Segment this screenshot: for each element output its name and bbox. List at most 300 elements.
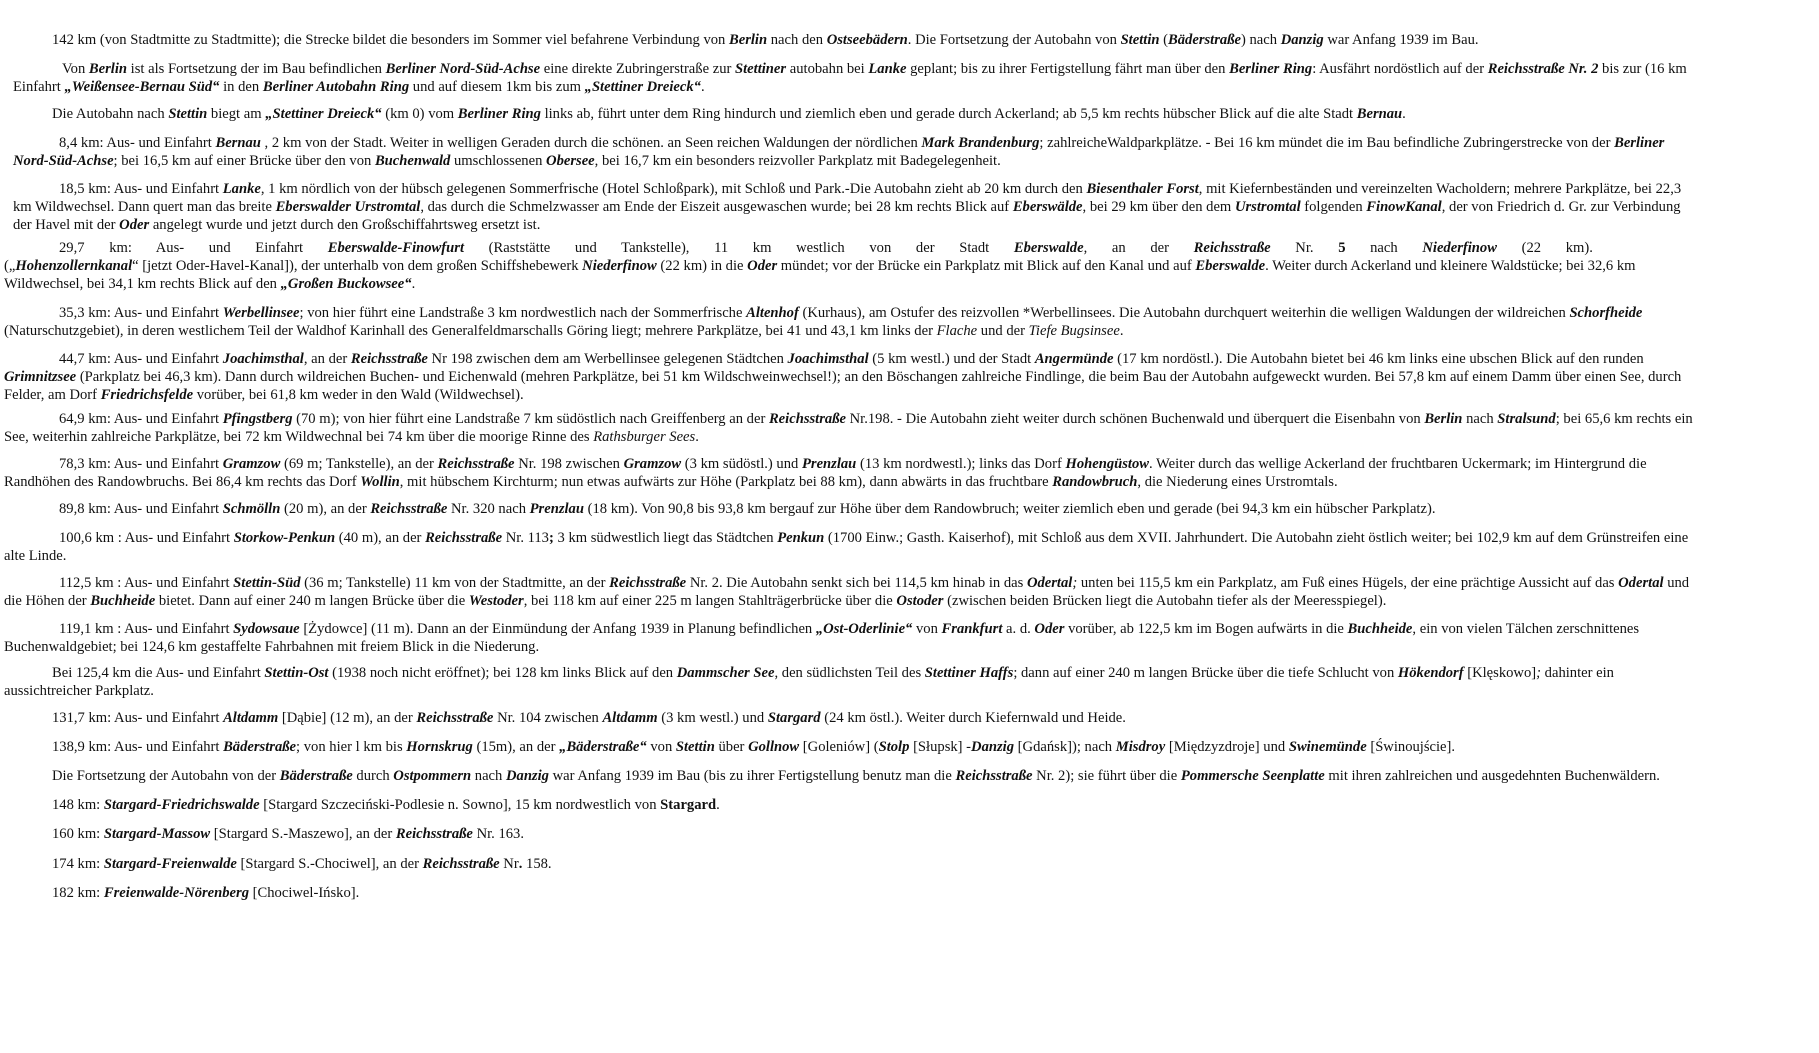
text-run: eine direkte Zubringerstraße zur — [540, 61, 735, 77]
text-line — [0, 574, 1819, 592]
text-run: 100,6 km : Aus- und Einfahrt — [59, 530, 234, 546]
text-run: Nr. 2); sie führt über die — [1032, 768, 1181, 784]
emphasis-bold-italic: Joachimsthal — [787, 351, 869, 367]
text-run: [Goleniów] ( — [799, 739, 879, 755]
text-run: , an der — [303, 351, 351, 367]
text-run: . Weiter durch das wellige Ackerland der fruchtbaren Uckermark; im Hintergrund die — [1149, 456, 1647, 472]
text-run: bietet. Dann auf einer 240 m langen Brücke über die — [155, 593, 469, 609]
text-line — [0, 473, 1819, 491]
paragraph-km-29-7-eberswalde — [0, 239, 1819, 293]
text-line — [0, 386, 1819, 404]
text-run: See, weiterhin zahlreiche Parkplätze, bei 72 km Wildwechnal bei 74 km über die moorige Rinne des — [4, 429, 594, 445]
text-run: (40 m), an der — [335, 530, 426, 546]
emphasis-bold-italic: Stettin-Süd — [233, 575, 301, 591]
text-run: unten bei 115,5 km ein Parkplatz, am Fuß eines Hügels, der eine prächtige Aussicht auf das — [1077, 575, 1619, 591]
emphasis-bold-italic: Altdamm — [602, 710, 658, 726]
text-run: Die Fortsetzung der Autobahn von der — [52, 768, 280, 784]
text-run: 35,3 km: Aus- und Einfahrt — [59, 305, 223, 321]
text-run: 3 km südwestlich liegt das Städtchen — [553, 530, 778, 546]
paragraph-km-125-4-stettin-ost — [0, 664, 1819, 700]
emphasis-bold-italic: Reichsstraße — [955, 768, 1033, 784]
paragraph-km-148 — [0, 796, 1819, 814]
text-line — [0, 198, 1819, 216]
text-line — [0, 638, 1819, 656]
emphasis-bold-italic: Gramzow — [222, 456, 281, 472]
emphasis-bold-italic: Berliner Nord-Süd-Achse — [385, 61, 541, 77]
emphasis-bold-italic: Misdroy — [1115, 739, 1166, 755]
text-run: (20 m), an der — [280, 501, 371, 517]
emphasis-bold-italic: Reichsstraße — [370, 501, 448, 517]
text-run: über — [714, 739, 749, 755]
emphasis-bold-italic: Reichsstraße — [437, 456, 515, 472]
emphasis-bold-italic: Reichsstraße Nr. 2 — [1487, 61, 1599, 77]
text-run: mündet; vor der Brücke ein Parkplatz mit Blick auf den Kanal und auf — [777, 258, 1196, 274]
emphasis-bold-italic: Nord-Süd-Achse — [13, 153, 114, 169]
emphasis-bold-italic: Oder — [747, 258, 778, 274]
text-run: umschlossenen — [450, 153, 547, 169]
emphasis-bold-italic: Westoder — [468, 593, 524, 609]
emphasis-bold-italic: „Ost-Oderlinie“ — [815, 621, 913, 637]
text-run: nach den — [767, 32, 827, 48]
text-run: Von — [62, 61, 89, 77]
emphasis-bold-italic: Altdamm — [223, 710, 279, 726]
text-run: (Raststätte und Tankstelle), 11 km westlich von der Stadt — [464, 240, 1014, 256]
text-run: 18,5 km: Aus- und Einfahrt — [59, 181, 223, 197]
text-run: (3 km südöstl.) und — [681, 456, 802, 472]
emphasis-bold-italic: Wollin — [360, 474, 400, 490]
text-run: 160 km: — [52, 826, 104, 842]
text-run: Einfahrt — [13, 79, 65, 95]
text-run: 138,9 km: Aus- und Einfahrt — [52, 739, 224, 755]
text-run: . — [1119, 323, 1124, 339]
text-line — [0, 322, 1819, 340]
text-run: 148 km: — [52, 797, 104, 813]
emphasis-bold-italic: Odertal — [1026, 575, 1073, 591]
emphasis-italic: ; — [1072, 575, 1078, 591]
emphasis-bold-italic: Eberswalde-Finowfurt — [327, 240, 464, 256]
text-run: (18 km). Von 90,8 bis 93,8 km bergauf zur Höhe über dem Randowbruch; weiter ziemlich eben und gerade (bei 94,3 km ein hübscher Parkplatz). — [583, 501, 1436, 517]
emphasis-bold-italic: Schorfheide — [1569, 305, 1643, 321]
emphasis-bold-italic: Bäderstraße — [223, 739, 297, 755]
emphasis-bold-italic: FinowKanal — [1366, 199, 1442, 215]
emphasis-bold-italic: Reichsstraße — [395, 826, 473, 842]
text-run: war Anfang 1939 im Bau (bis zu ihrer Fertigstellung benutz man die — [548, 768, 956, 784]
emphasis-bold: Stargard — [660, 797, 717, 813]
text-run: (70 m); von hier führt eine Landstraße 7 km südöstlich nach Greiffenberg an der — [292, 411, 769, 427]
text-run: [Klęskowo] — [1463, 665, 1537, 681]
text-run: Nr.198. - Die Autobahn zieht weiter durch schönen Buchenwald und überquert die Eisenbahn von — [845, 411, 1425, 427]
emphasis-bold-italic: Danzig — [505, 768, 549, 784]
emphasis-bold: ; — [548, 530, 554, 546]
emphasis-bold-italic: Ostoder — [896, 593, 944, 609]
text-run: , das durch die Schmelzwasser am Ende der Eiszeit ausgewaschen wurde; bei 28 km rechts Blick auf — [420, 199, 1013, 215]
emphasis-bold-italic: Odertal — [1618, 575, 1664, 591]
emphasis-bold-italic: Berlin — [88, 61, 128, 77]
text-run: Nr — [499, 856, 519, 872]
emphasis-bold-italic: Stettin — [168, 106, 208, 122]
emphasis-bold-italic: Berlin — [728, 32, 768, 48]
text-run: , mit hübschem Kirchturm; nun etwas aufwärts zur Höhe (Parkplatz bei 88 km), dann abwärts in das fruchtbare — [399, 474, 1053, 490]
emphasis-bold-italic: Stettiner — [735, 61, 787, 77]
text-run: Wildwechsel, bei 34,1 km rechts Blick auf den — [4, 276, 281, 292]
paragraph-stettiner-dreieck — [0, 105, 1819, 123]
emphasis-bold-italic: Stettiner Haffs — [924, 665, 1014, 681]
text-run: (Parkplatz bei 46,3 km). Dann durch wildreichen Buchen- und Eichenwald (mehren Parkplätze, bei 51 km Wildschweinwechsel!); an den Böschangen zahlreiche Findlinge, die beim Bau der Autobahn aufgeweckt wurden. Bei 57,8 km auf einem Damm über einen See, durch — [76, 369, 1682, 385]
text-run: , der von Friedrich d. Gr. zur Verbindung — [1441, 199, 1681, 215]
text-line — [0, 825, 1819, 843]
text-run: ; bei 65,6 km rechts ein — [1555, 411, 1693, 427]
emphasis-bold: 5 — [1338, 240, 1346, 256]
emphasis-bold-italic: Storkow-Penkun — [233, 530, 336, 546]
text-run: . Weiter durch Ackerland und kleinere Waldstücke; bei 32,6 km — [1265, 258, 1636, 274]
paragraph-km-89-8-schmoelln — [0, 500, 1819, 518]
emphasis-bold-italic: Freienwalde-Nörenberg — [103, 885, 250, 901]
text-run: [Gdańsk]); nach — [1014, 739, 1116, 755]
emphasis-bold-italic: Lanke — [868, 61, 907, 77]
paragraph-km-131-7-altdamm — [0, 709, 1819, 727]
text-run: (1938 noch nicht eröffnet); bei 128 km links Blick auf den — [328, 665, 677, 681]
emphasis-bold-italic: Mark Brandenburg — [921, 135, 1040, 151]
text-run: Buchenwaldgebiet; bei 124,6 km gestaffelte Fahrbahnen mit freiem Blick in die Niederung. — [4, 639, 540, 655]
emphasis-bold-italic: Stargard-Freienwalde — [103, 856, 237, 872]
text-run: [Żydowce] (11 m). Dann an der Einmündung der Anfang 1939 in Planung befindlichen — [299, 621, 816, 637]
emphasis-bold-italic: Niederfinow — [1422, 240, 1497, 256]
text-run: 182 km: — [52, 885, 104, 901]
text-run: (13 km nordwestl.); links das Dorf — [856, 456, 1066, 472]
emphasis-bold-italic: Stettin-Ost — [264, 665, 329, 681]
text-line — [0, 855, 1819, 873]
text-line — [0, 368, 1819, 386]
emphasis-bold-italic: Werbellinsee — [222, 305, 300, 321]
paragraph-km-182 — [0, 884, 1819, 902]
emphasis-bold-italic: Dammscher See — [676, 665, 775, 681]
text-run: [Stargard Szczeciński-Podlesie n. Sowno], 15 km nordwestlich von — [259, 797, 661, 813]
text-run: [Świnoujście]. — [1366, 739, 1456, 755]
emphasis-bold-italic: Swinemünde — [1288, 739, 1367, 755]
emphasis-bold-italic: Obersee — [546, 153, 595, 169]
text-run: von — [646, 739, 676, 755]
text-run: : Ausfährt nordöstlich auf der — [1312, 61, 1488, 77]
text-run: , bei 29 km über den dem — [1082, 199, 1235, 215]
text-run: , 1 km nördlich von der hübsch gelegenen Sommerfrische (Hotel Schloßpark), mit Schloß und Park.-Die Autobahn zieht ab 20 km durch den — [260, 181, 1087, 197]
text-run: ; von hier l km bis — [296, 739, 407, 755]
emphasis-italic: Flache — [936, 323, 978, 339]
text-run: 64,9 km: Aus- und Einfahrt — [59, 411, 223, 427]
emphasis-bold-italic: Stargard-Friedrichswalde — [103, 797, 260, 813]
text-run: durch — [352, 768, 394, 784]
text-run: Nr. 2. Die Autobahn senkt sich bei 114,5 km hinab in das — [686, 575, 1027, 591]
emphasis-bold-italic: Buchenwald — [374, 153, 451, 169]
text-line — [0, 275, 1819, 293]
paragraph-km-35-3-werbellinsee — [0, 304, 1819, 340]
text-run: [Dąbie] (12 m), an der — [278, 710, 417, 726]
emphasis-bold-italic: Stolp — [878, 739, 910, 755]
text-run: ; bei 16,5 km auf einer Brücke über den von — [113, 153, 375, 169]
text-line — [0, 500, 1819, 518]
emphasis-bold-italic: Friedrichsfelde — [100, 387, 194, 403]
text-run: nach — [1345, 240, 1423, 256]
emphasis-bold-italic: Reichsstraße — [425, 530, 503, 546]
paragraph-km-174 — [0, 855, 1819, 873]
paragraph-km-112-5-stettin-sued — [0, 574, 1819, 610]
text-line — [0, 738, 1819, 756]
text-run: Randhöhen des Randowbruchs. Bei 86,4 km rechts das Dorf — [4, 474, 361, 490]
text-line — [0, 78, 1819, 96]
text-line — [0, 410, 1819, 428]
text-run: Nr 198 zwischen dem am Werbellinsee gelegenen Städtchen — [427, 351, 788, 367]
emphasis-bold-italic: Berliner Autobahn Ring — [262, 79, 410, 95]
text-run: ) nach — [1240, 32, 1281, 48]
paragraph-berlin-zubringer — [0, 60, 1819, 96]
emphasis-bold-italic: Reichsstraße — [609, 575, 687, 591]
text-line — [0, 709, 1819, 727]
text-run: 89,8 km: Aus- und Einfahrt — [59, 501, 223, 517]
text-run: km Wildwechsel. Dann quert man das breite — [13, 199, 276, 215]
emphasis-bold-italic: Berlin — [1424, 411, 1463, 427]
emphasis-bold-italic: Pommersche Seenplatte — [1180, 768, 1325, 784]
emphasis-bold-italic: Stargard — [767, 710, 821, 726]
paragraph-km-64-9-pfingstberg — [0, 410, 1819, 446]
text-line — [0, 547, 1819, 565]
text-run: in den — [219, 79, 263, 95]
emphasis-bold-italic: Stettin — [1120, 32, 1160, 48]
text-run: und — [1663, 575, 1690, 591]
emphasis-bold-italic: Bäderstraße — [279, 768, 353, 784]
paragraph-km-44-7-joachimsthal — [0, 350, 1819, 404]
text-run: war Anfang 1939 im Bau. — [1323, 32, 1479, 48]
text-line — [0, 350, 1819, 368]
emphasis-bold-italic: Eberswälde — [1012, 199, 1083, 215]
emphasis-bold-italic: Gollnow — [748, 739, 800, 755]
text-run: ; zahlreicheWaldparkplätze. - Bei 16 km mündet die im Bau befindliche Zubringerstrecke von der — [1039, 135, 1615, 151]
text-run: (5 km westl.) und der Stadt — [868, 351, 1035, 367]
emphasis-bold-italic: Danzig — [971, 739, 1015, 755]
emphasis-bold-italic: Penkun — [777, 530, 825, 546]
text-run: (36 m; Tankstelle) 11 km von der Stadtmitte, an der — [300, 575, 610, 591]
emphasis-bold-italic: Joachimsthal — [222, 351, 304, 367]
text-run: , den südlichsten Teil des — [774, 665, 925, 681]
emphasis-bold-italic: Hohenzollernkanal — [15, 258, 133, 274]
emphasis-bold-italic: Altenhof — [746, 305, 799, 321]
emphasis-bold-italic: Hökendorf — [1397, 665, 1464, 681]
text-run: („ — [4, 258, 16, 274]
text-run: . — [411, 276, 416, 292]
text-run: (24 km östl.). Weiter durch Kiefernwald und Heide. — [820, 710, 1126, 726]
text-line — [0, 682, 1819, 700]
paragraph-km-138-9-baederstrasse — [0, 738, 1819, 756]
text-line — [0, 105, 1819, 123]
text-run: angelegt wurde und jetzt durch den Großschiffahrtsweg ersetzt ist. — [149, 217, 541, 233]
emphasis-bold-italic: Randowbruch — [1052, 474, 1138, 490]
text-run: biegt am — [207, 106, 266, 122]
text-run: 29,7 km: Aus- und Einfahrt — [59, 240, 328, 256]
text-line — [0, 60, 1819, 78]
emphasis-bold-italic: Niederfinow — [582, 258, 657, 274]
text-run: mit ihren zahlreichen und ausgedehnten Buchenwäldern. — [1324, 768, 1660, 784]
text-run: 174 km: — [52, 856, 104, 872]
emphasis-bold-italic: Oder — [1034, 621, 1065, 637]
emphasis-bold-italic: Berliner — [1614, 135, 1665, 151]
text-line — [0, 152, 1819, 170]
text-run: (69 m; Tankstelle), an der — [280, 456, 438, 472]
emphasis-bold-italic: Stargard-Massow — [103, 826, 211, 842]
text-run: von — [912, 621, 942, 637]
text-run: “ [jetzt Oder-Havel-Kanal]), der unterhalb von dem großen Schiffshebewerk — [132, 258, 583, 274]
text-run: geplant; bis zu ihrer Fertigstellung fährt man über den — [906, 61, 1230, 77]
text-line — [0, 428, 1819, 446]
emphasis-bold-italic: Schmölln — [222, 501, 281, 517]
text-line — [0, 796, 1819, 814]
emphasis-bold-italic: Eberswalde — [1013, 240, 1084, 256]
emphasis-bold-italic: Gramzow — [623, 456, 682, 472]
text-run: vorüber, bei 61,8 km weder in den Wald (Wildwechsel). — [193, 387, 524, 403]
emphasis-bold-italic: Biesenthaler Forst — [1086, 181, 1199, 197]
text-run: Die Autobahn nach — [52, 106, 169, 122]
text-run: und der — [977, 323, 1029, 339]
text-run: [Słupsk] - — [909, 739, 972, 755]
text-run: (22 km) in die — [656, 258, 748, 274]
text-line — [0, 239, 1819, 257]
emphasis-bold-italic: Prenzlau — [529, 501, 584, 517]
text-line — [0, 620, 1819, 638]
paragraph-km-160 — [0, 825, 1819, 843]
text-line — [0, 767, 1819, 785]
text-run: 8,4 km: Aus- und Einfahrt — [59, 135, 216, 151]
text-run: . — [716, 797, 720, 813]
emphasis-bold-italic: Bernau — [215, 135, 261, 151]
emphasis-bold-italic: Frankfurt — [941, 621, 1003, 637]
paragraph-fortsetzung-danzig — [0, 767, 1819, 785]
emphasis-bold-italic: Stralsund — [1497, 411, 1556, 427]
emphasis-bold-italic: Prenzlau — [801, 456, 857, 472]
text-line — [0, 257, 1819, 275]
paragraph-km-8-4-bernau — [0, 134, 1819, 170]
paragraph-km-78-3-gramzow — [0, 455, 1819, 491]
emphasis-bold-italic: Buchheide — [1347, 621, 1413, 637]
text-run: Nr. 113 — [502, 530, 549, 546]
emphasis-bold-italic: Reichsstraße — [1193, 240, 1271, 256]
emphasis-bold-italic: Oder — [119, 217, 150, 233]
emphasis-italic: ; — [1536, 665, 1542, 681]
text-run: . — [700, 79, 705, 95]
text-run: 78,3 km: Aus- und Einfahrt — [59, 456, 223, 472]
text-line — [0, 180, 1819, 198]
emphasis-bold-italic: Bernau — [1356, 106, 1403, 122]
emphasis-bold-italic: „Großen Buckowsee“ — [280, 276, 412, 292]
paragraph-km-119-1-sydowsaue — [0, 620, 1819, 656]
text-run: vorüber, ab 122,5 km im Bogen aufwärts in die — [1064, 621, 1348, 637]
emphasis-bold-italic: Hohengüstow — [1065, 456, 1150, 472]
emphasis-bold-italic: „Stettiner Dreieck“ — [584, 79, 701, 95]
text-run: ( — [1159, 32, 1169, 48]
text-run: (22 km). — [1496, 240, 1593, 256]
emphasis-bold-italic: Hornskrug — [406, 739, 473, 755]
text-run: alte Linde. — [4, 548, 67, 564]
emphasis-bold-italic: Danzig — [1280, 32, 1324, 48]
text-run: 112,5 km : Aus- und Einfahrt — [59, 575, 234, 591]
text-run: nach — [471, 768, 506, 784]
text-run: bis zur (16 km — [1598, 61, 1687, 77]
text-run: Nr. 320 nach — [447, 501, 530, 517]
emphasis-bold-italic: „Stettiner Dreieck“ — [265, 106, 382, 122]
text-run: folgenden — [1300, 199, 1367, 215]
emphasis-bold-italic: Urstromtal — [1234, 199, 1301, 215]
text-run: , 2 km von der Stadt. Weiter in welligen Geraden durch die schönen. an Seen reichen Waldungen der nördlichen — [260, 135, 922, 151]
emphasis-bold-italic: Reichsstraße — [768, 411, 846, 427]
text-run: aussichtreicher Parkplatz. — [4, 683, 154, 699]
text-run: Felder, am Dorf — [4, 387, 101, 403]
text-line — [0, 884, 1819, 902]
emphasis-bold-italic: „Weißensee-Bernau Süd“ — [64, 79, 220, 95]
emphasis-bold-italic: Buchheide — [90, 593, 156, 609]
text-run: (17 km nordöstl.). Die Autobahn bietet bei 46 km links eine ubschen Blick auf den runden — [1113, 351, 1644, 367]
text-run: 44,7 km: Aus- und Einfahrt — [59, 351, 223, 367]
emphasis-bold-italic: Stettin — [675, 739, 715, 755]
emphasis-bold-italic: Bäderstraße — [1168, 32, 1241, 48]
text-run: links ab, führt unter dem Ring hindurch und ziemlich eben und gerade durch Ackerland; ab 5,5 km rechts hübscher Blick auf die alte Stadt — [540, 106, 1357, 122]
text-line — [0, 592, 1819, 610]
text-run: (3 km westl.) und — [657, 710, 768, 726]
text-run: [Chociwel-Ińsko]. — [249, 885, 360, 901]
text-run: Nr. — [1270, 240, 1339, 256]
emphasis-bold-italic: Sydowsaue — [233, 621, 300, 637]
paragraph-intro — [0, 31, 1819, 49]
emphasis-bold: . — [518, 856, 523, 872]
text-run: autobahn bei — [786, 61, 869, 77]
text-run: (Naturschutzgebiet), in deren westlichem Teil der Waldhof Karinhall des Generalfeldmarschalls Göring liegt; mehrere Parkplätze, bei 41 und 43,1 km links der — [4, 323, 937, 339]
text-run: dahinter ein — [1541, 665, 1614, 681]
emphasis-bold-italic: Berliner Ring — [457, 106, 541, 122]
emphasis-italic: Rathsburger Sees — [593, 429, 696, 445]
text-line — [0, 664, 1819, 682]
emphasis-bold-italic: Berliner Ring — [1229, 61, 1313, 77]
text-line — [0, 455, 1819, 473]
text-run: , mit Kiefernbeständen und vereinzelten Wacholdern; mehrere Parkplätze, bei 22,3 — [1198, 181, 1682, 197]
text-run: ; dann auf einer 240 m langen Brücke über die tiefe Schlucht von — [1013, 665, 1398, 681]
text-run: nach — [1462, 411, 1498, 427]
text-run: Nr. 104 zwischen — [493, 710, 603, 726]
text-run: (km 0) vom — [381, 106, 458, 122]
text-run: . — [1402, 106, 1406, 122]
text-run: 119,1 km : Aus- und Einfahrt — [59, 621, 234, 637]
emphasis-bold-italic: Ostseebädern — [826, 32, 908, 48]
text-run: (Kurhaus), am Ostufer des reizvollen *Werbellinsees. Die Autobahn durchquert weiterhin die welligen Waldungen der wildreichen — [798, 305, 1570, 321]
text-run: , ein von vielen Tälchen zerschnittenes — [1412, 621, 1640, 637]
emphasis-bold-italic: Angermünde — [1034, 351, 1114, 367]
text-run: Bei 125,4 km die Aus- und Einfahrt — [52, 665, 265, 681]
text-line — [0, 134, 1819, 152]
emphasis-bold-italic: Lanke — [222, 181, 261, 197]
emphasis-bold-italic: Eberswalde — [1195, 258, 1266, 274]
text-run: a. d. — [1002, 621, 1035, 637]
emphasis-bold-italic: Reichsstraße — [350, 351, 428, 367]
emphasis-bold-italic: Ostpommern — [393, 768, 472, 784]
text-run: , an der — [1083, 240, 1194, 256]
emphasis-bold-italic: Pfingstberg — [222, 411, 293, 427]
text-run: , bei 118 km auf einer 225 m langen Stahlträgerbrücke über die — [523, 593, 897, 609]
text-run: Nr. 163. — [472, 826, 524, 842]
text-line — [0, 304, 1819, 322]
text-run: ; von hier führt eine Landstraße 3 km nordwestlich nach der Sommerfrische — [299, 305, 747, 321]
paragraph-km-18-5-lanke — [0, 180, 1819, 234]
emphasis-bold-italic: Reichsstraße — [416, 710, 494, 726]
text-run: (1700 Einw.; Gasth. Kaiserhof), mit Schloß aus dem XVII. Jahrhundert. Die Autobahn zieht östlich weiter; bei 102,9 km auf dem Grünstreifen eine — [824, 530, 1689, 546]
text-run: , die Niederung eines Urstromtals. — [1137, 474, 1338, 490]
text-run: . Die Fortsetzung der Autobahn von — [907, 32, 1121, 48]
text-run: 142 km (von Stadtmitte zu Stadtmitte); die Strecke bildet die besonders im Sommer viel befahrene Verbindung von — [52, 32, 729, 48]
emphasis-bold-italic: Reichsstraße — [422, 856, 500, 872]
text-line — [0, 216, 1819, 234]
